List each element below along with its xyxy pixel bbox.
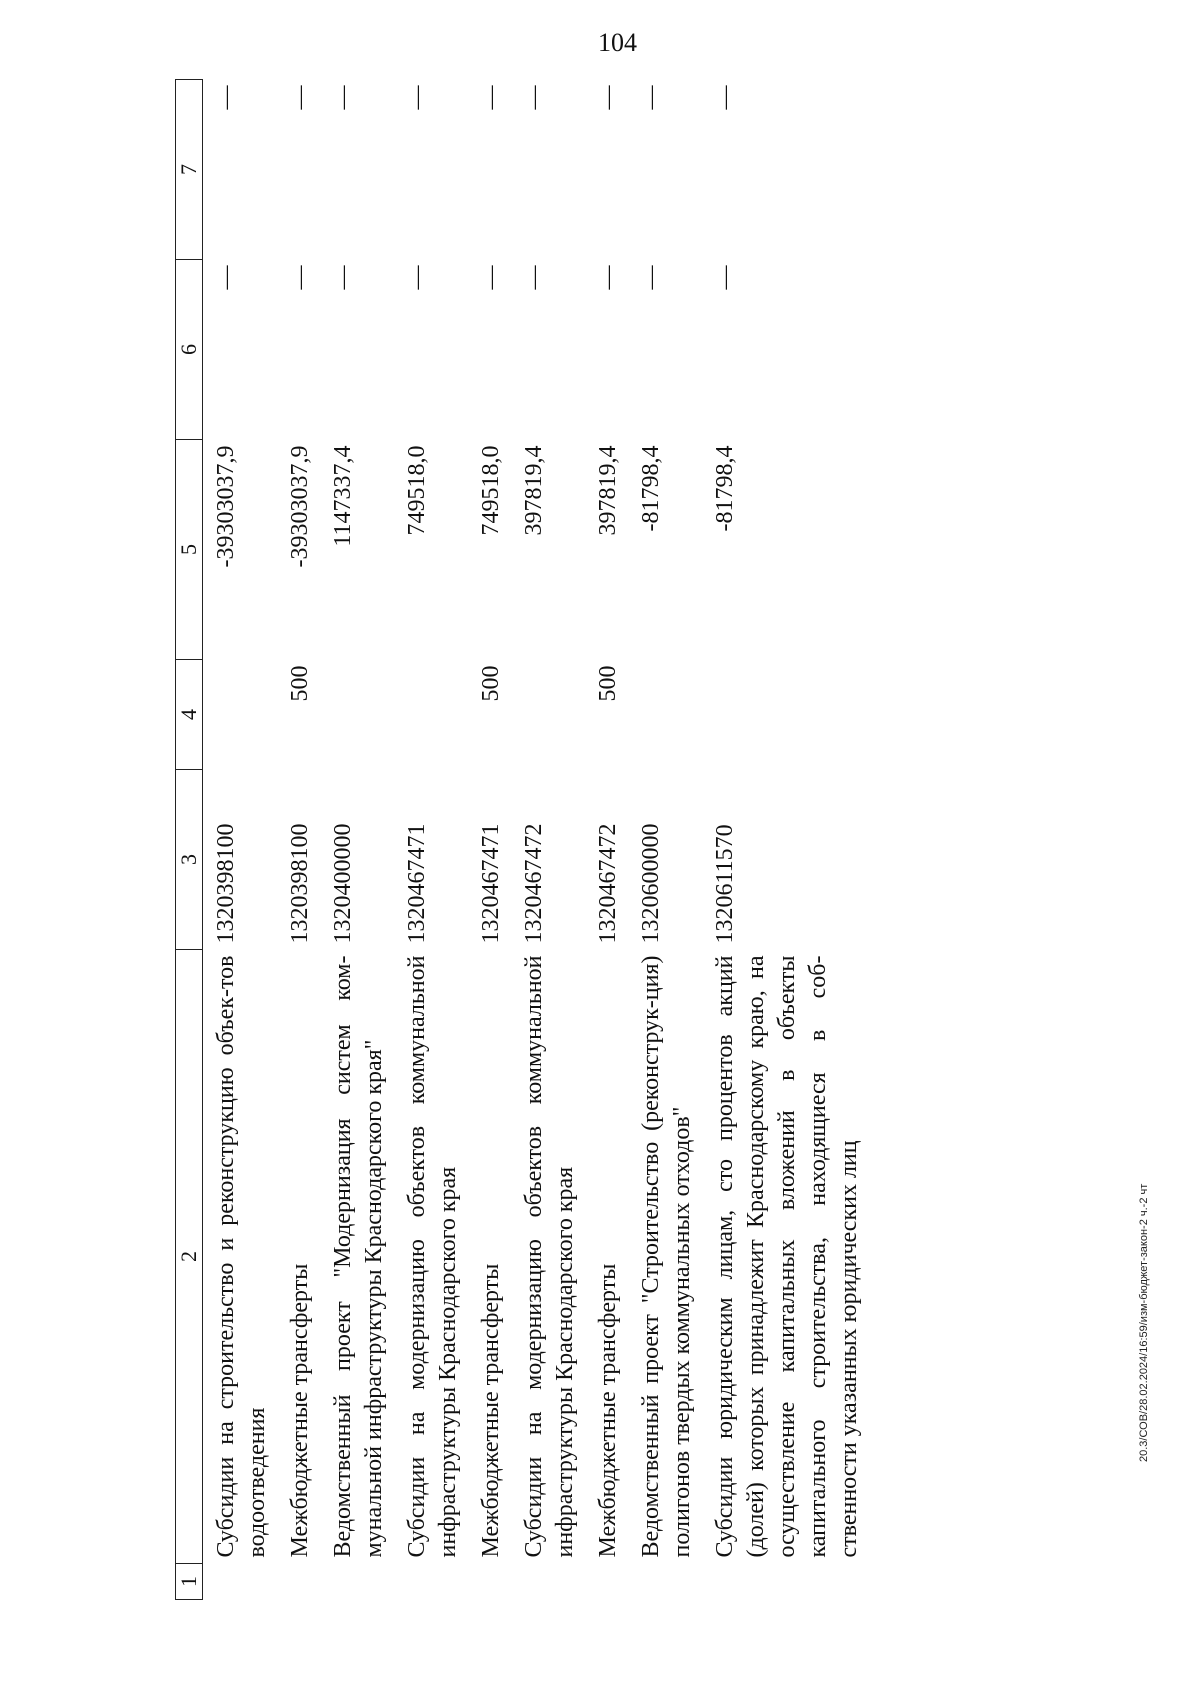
column-header-2: 2 [176, 950, 203, 1564]
cell-code: 1320467472 [595, 823, 621, 944]
cell-col1 [277, 1564, 320, 1600]
table-row [468, 80, 511, 1600]
cell-code: 1320600000 [638, 823, 664, 944]
cell-col7: — [287, 85, 313, 110]
cell-col7: — [478, 85, 504, 110]
cell-amount: -81798,4 [712, 445, 738, 532]
cell-expense-type [628, 660, 702, 770]
cell-expense-type [394, 660, 468, 770]
cell-name: Субсидии юридическим лицам, сто процентов акций (долей) которых принадлежит Краснодарскому краю, на осуществление капитальных вложений в объекты капитального строительства, находящиеся в соб-ственности указанных юридических лиц [712, 955, 862, 1558]
cell-col1 [468, 1564, 511, 1600]
column-header-3: 3 [176, 770, 203, 950]
cell-name: Субсидии на строительство и реконструкцию объек-тов водоотведения [213, 955, 270, 1558]
cell-col6: — [404, 265, 430, 290]
table-row [702, 80, 869, 1600]
cell-col7: — [595, 85, 621, 110]
cell-name: Межбюджетные трансферты [478, 1263, 504, 1558]
column-header-1: 1 [176, 1564, 203, 1600]
cell-col1 [702, 1564, 869, 1600]
column-header-7: 7 [176, 80, 203, 260]
table-row [277, 80, 320, 1600]
budget-table [175, 79, 869, 1600]
table-row [585, 80, 628, 1600]
cell-col7: — [213, 85, 239, 110]
cell-expense-type: 500 [595, 665, 621, 702]
cell-expense-type [511, 660, 585, 770]
cell-col6: — [521, 265, 547, 290]
cell-amount: 397819,4 [595, 445, 621, 536]
cell-expense-type [702, 660, 869, 770]
cell-code: 1320398100 [213, 823, 239, 944]
cell-col7: — [330, 85, 356, 110]
cell-col7: — [521, 85, 547, 110]
cell-code: 1320400000 [330, 823, 356, 944]
table-row [320, 80, 394, 1600]
cell-code: 1320467472 [521, 823, 547, 944]
rotated-table-wrapper [175, 80, 1045, 1600]
cell-name: Субсидии на модернизацию объектов коммунальной инфраструктуры Краснодарского края [404, 955, 461, 1558]
cell-amount: 397819,4 [521, 445, 547, 536]
cell-col6: — [595, 265, 621, 290]
column-header-5: 5 [176, 440, 203, 660]
cell-expense-type [320, 660, 394, 770]
cell-expense-type: 500 [478, 665, 504, 702]
cell-col7: — [638, 85, 664, 110]
cell-col1 [394, 1564, 468, 1600]
cell-name: Субсидии на модернизацию объектов коммунальной инфраструктуры Краснодарского края [521, 955, 578, 1558]
cell-name: Межбюджетные трансферты [287, 1263, 313, 1558]
cell-name: Ведомственный проект "Модернизация систем ком-мунальной инфраструктуры Краснодарского края" [330, 955, 387, 1558]
cell-amount: -39303037,9 [287, 445, 313, 568]
cell-col6: — [478, 265, 504, 290]
cell-col1 [511, 1564, 585, 1600]
cell-col6: — [213, 265, 239, 290]
cell-code: 1320467471 [478, 823, 504, 944]
page-number: 104 [598, 28, 637, 57]
cell-col6: — [287, 265, 313, 290]
table-header-row [176, 80, 203, 1600]
cell-code: 1320611570 [712, 824, 738, 944]
cell-amount: -39303037,9 [213, 445, 239, 568]
table-row [394, 80, 468, 1600]
cell-name: Ведомственный проект "Строительство (реконструк-ция) полигонов твердых коммунальных отходов" [638, 955, 695, 1558]
cell-col1 [203, 1564, 278, 1600]
cell-col6: — [638, 265, 664, 290]
table-row [511, 80, 585, 1600]
document-footer-stamp: 20.3/СОВ/28.02.2024/16:59/изм-бюджет-закон-2 ч.-2 чт [1138, 1183, 1150, 1462]
column-header-4: 4 [176, 660, 203, 770]
cell-col1 [585, 1564, 628, 1600]
cell-col1 [628, 1564, 702, 1600]
cell-amount: -81798,4 [638, 445, 664, 532]
cell-expense-type: 500 [287, 665, 313, 702]
table-row [203, 80, 278, 1600]
table-row [628, 80, 702, 1600]
cell-amount: 1147337,4 [330, 445, 356, 547]
cell-col7: — [712, 85, 738, 110]
cell-col6: — [330, 265, 356, 290]
cell-expense-type [203, 660, 278, 770]
cell-amount: 749518,0 [404, 445, 430, 536]
cell-name: Межбюджетные трансферты [595, 1263, 621, 1558]
cell-col7: — [404, 85, 430, 110]
cell-code: 1320398100 [287, 823, 313, 944]
cell-code: 1320467471 [404, 823, 430, 944]
column-header-6: 6 [176, 260, 203, 440]
cell-col6: — [712, 265, 738, 290]
cell-amount: 749518,0 [478, 445, 504, 536]
cell-col1 [320, 1564, 394, 1600]
